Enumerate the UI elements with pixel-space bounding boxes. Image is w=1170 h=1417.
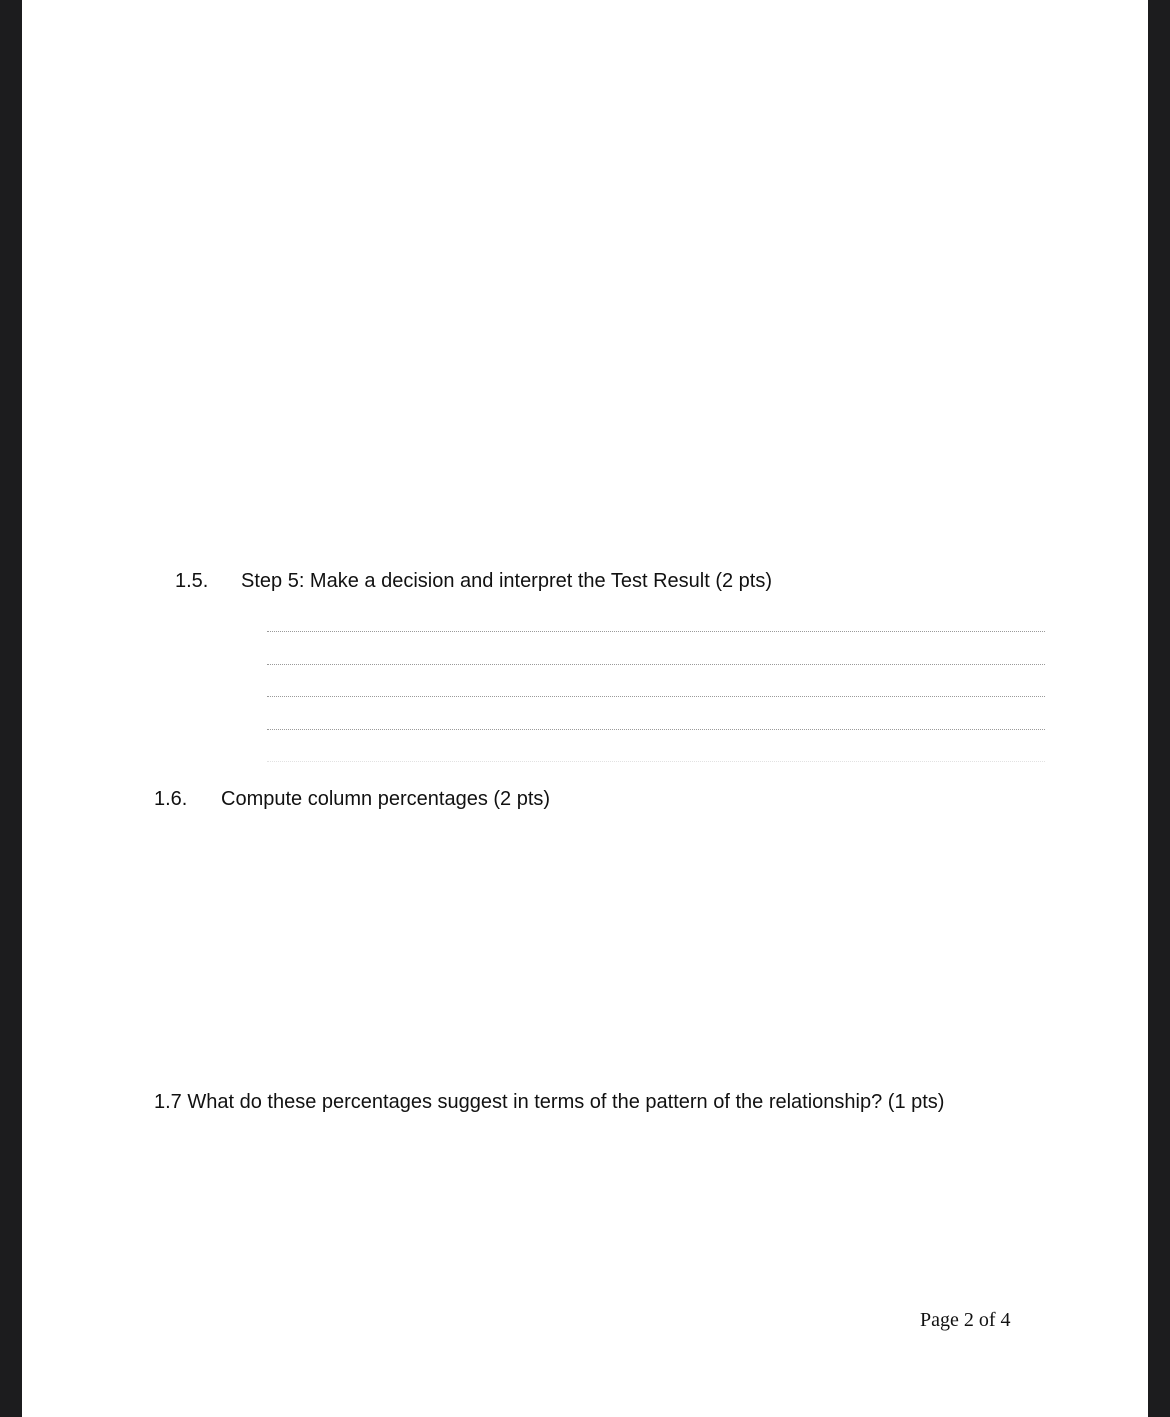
answer-line	[267, 664, 1045, 665]
question-text: Step 5: Make a decision and interpret the Test Result (2 pts)	[241, 570, 773, 592]
question-number: 1.5.	[175, 570, 209, 592]
answer-line	[267, 696, 1045, 697]
answer-line	[267, 761, 1045, 762]
page-number: Page 2 of 4	[920, 1309, 1011, 1331]
question-text: Compute column percentages (2 pts)	[221, 788, 551, 810]
document-page	[22, 0, 1148, 1417]
answer-line	[267, 729, 1045, 730]
question-1-7: 1.7 What do these percentages suggest in terms of the pattern of the relationship? (1 pts)	[154, 1091, 945, 1113]
question-number: 1.6.	[154, 788, 188, 810]
answer-line	[267, 631, 1045, 632]
